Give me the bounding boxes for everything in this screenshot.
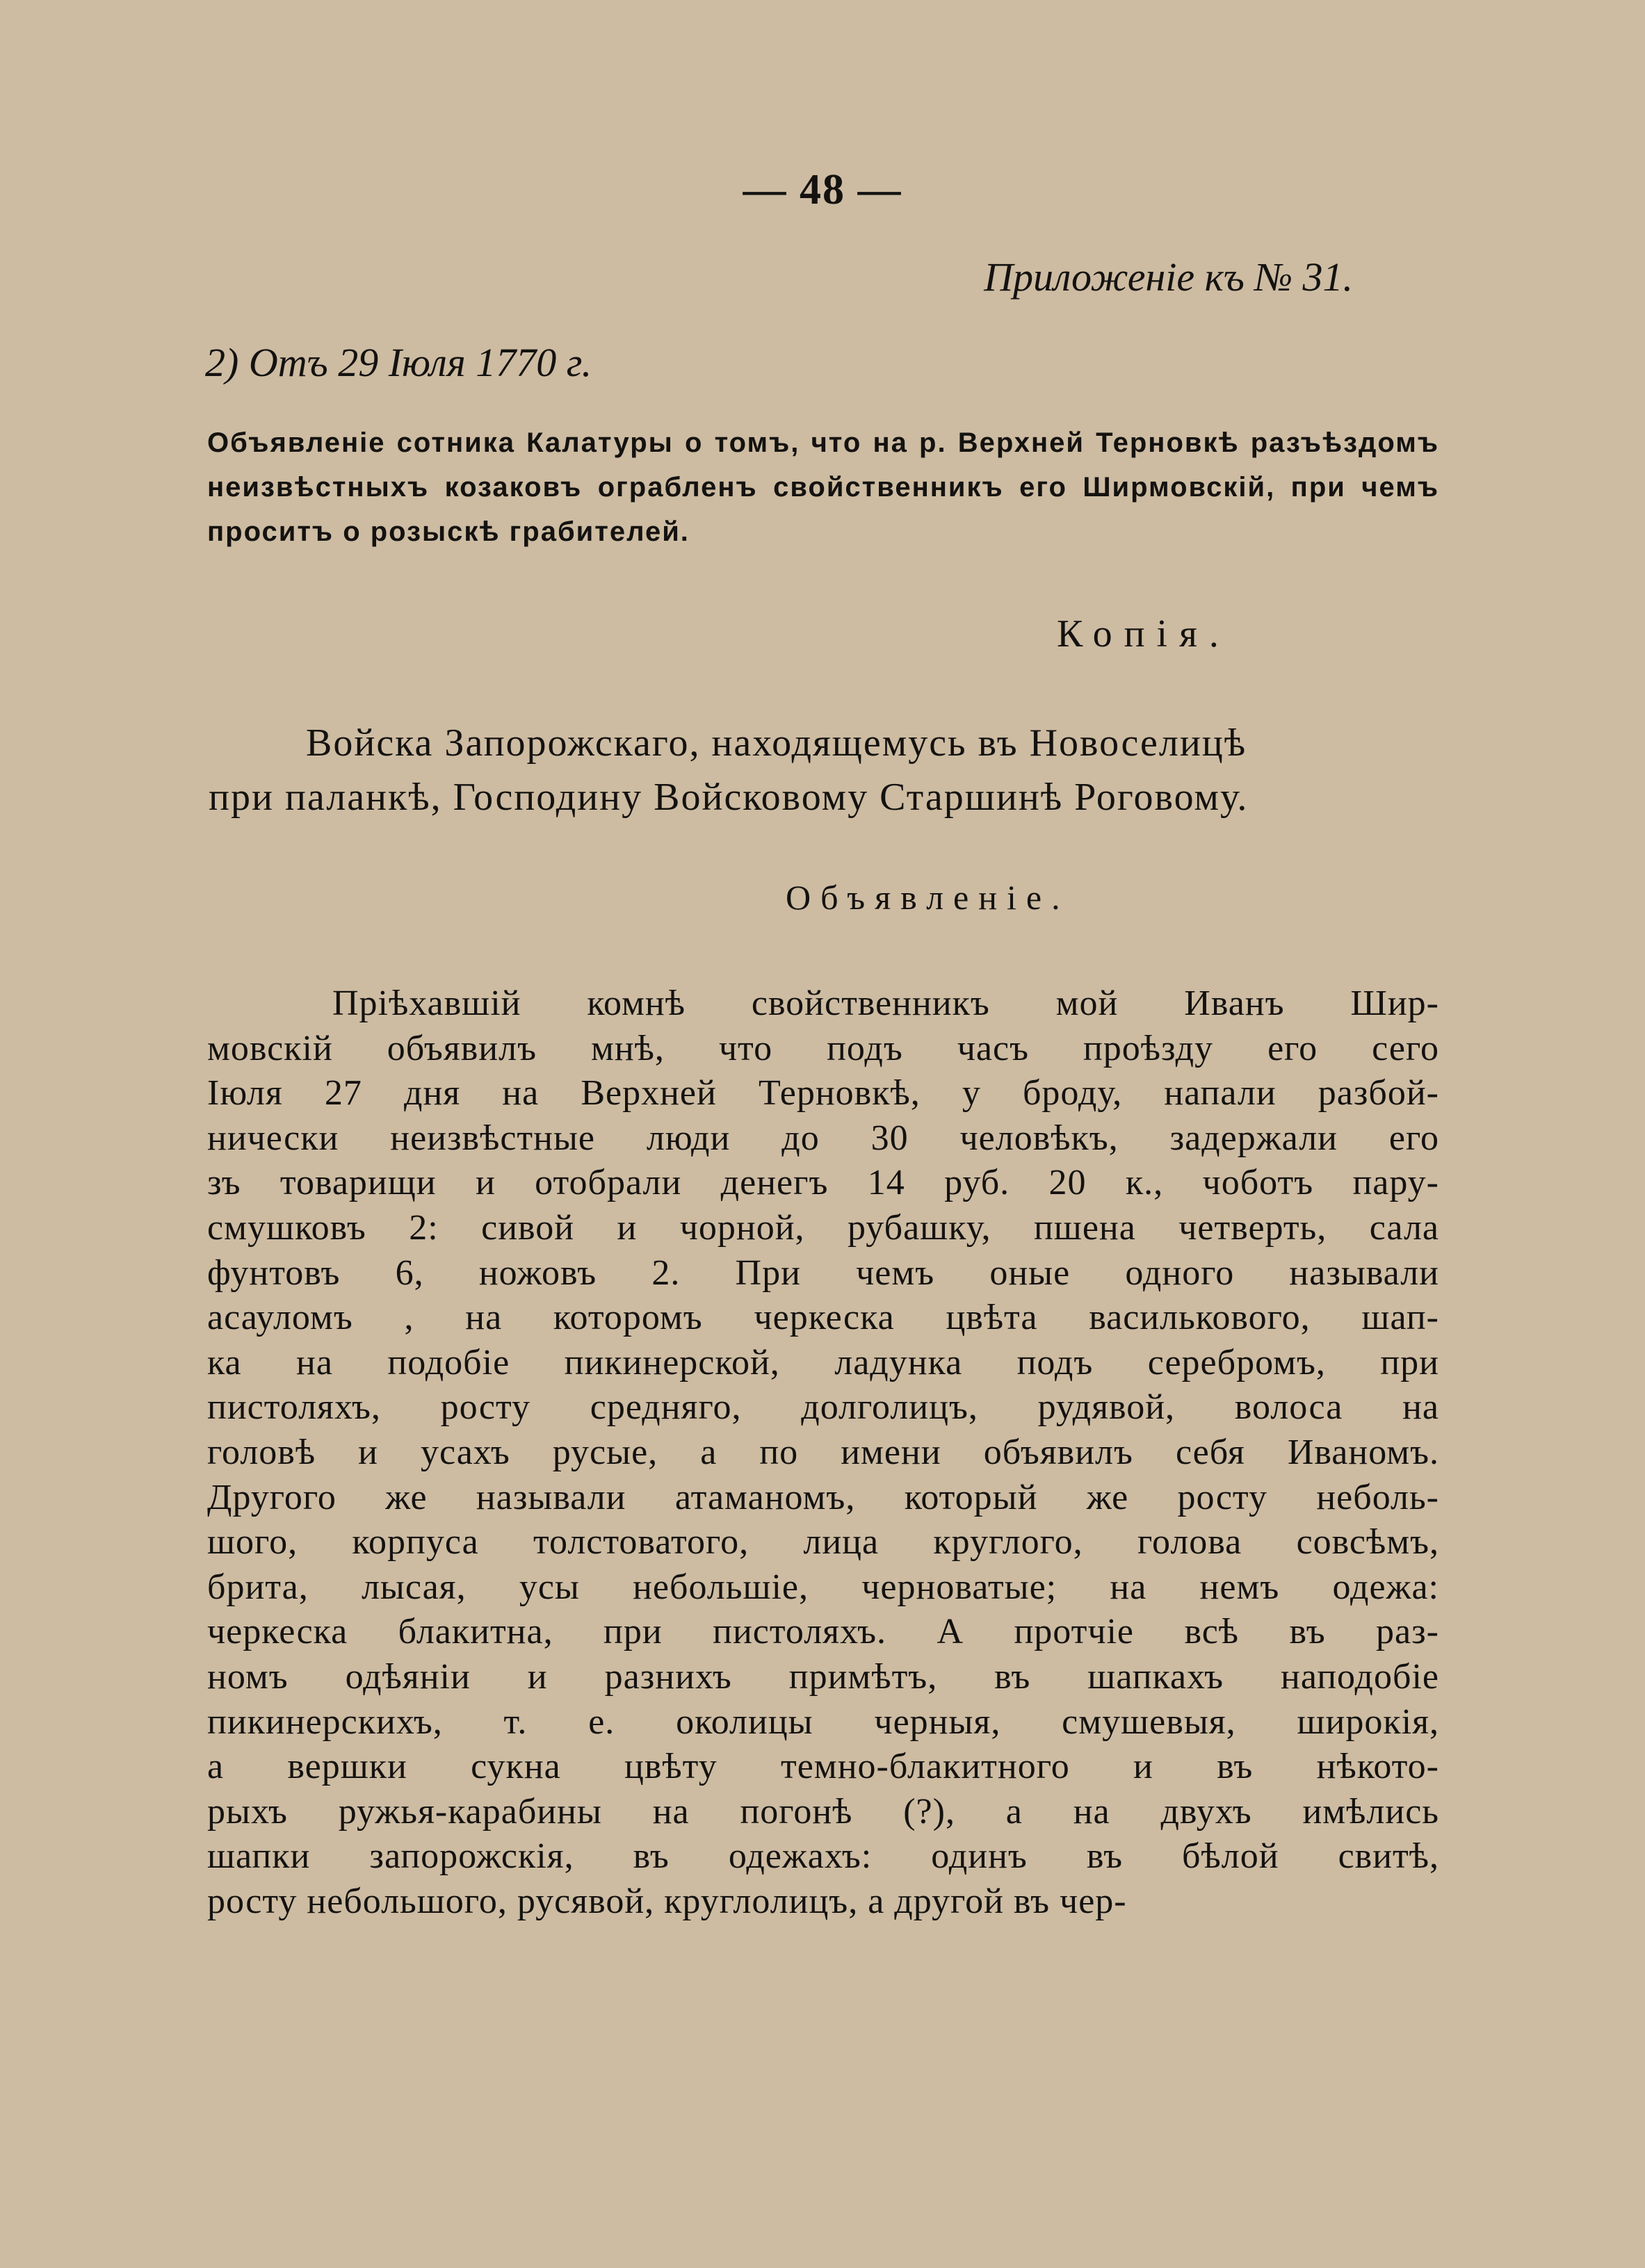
body-line: черкеска блакитна, при пистоляхъ. А протчіе всѣ въ раз-: [207, 1612, 1439, 1652]
body-line: шапки запорожскія, въ одежахъ: одинъ въ бѣлой свитѣ,: [207, 1836, 1439, 1877]
body-text: [207, 981, 1439, 1924]
body-line: Іюля 27 дня на Верхней Терновкѣ, у броду, напали разбой-: [207, 1073, 1439, 1113]
body-line: зъ товарищи и отобрали денегъ 14 руб. 20 к., чоботъ пару-: [207, 1163, 1439, 1203]
address-line: Войска Запорожскаго, находящемусь въ Новоселицѣ: [306, 721, 1247, 765]
document-summary: Объявленіе сотника Калатуры о томъ, что на р. Верхней Терновкѣ разъѣздомъ неизвѣстныхъ козаковъ ограбленъ свойственникъ его Ширмовскій, при чемъ проситъ о розыскѣ грабителей.: [207, 427, 1439, 547]
body-line: асауломъ , на которомъ черкеска цвѣта василькового, шап-: [207, 1298, 1439, 1338]
appendix-label: Приложеніе къ № 31.: [984, 254, 1353, 300]
copy-heading: Копія.: [1057, 612, 1231, 655]
body-line: пистоляхъ, росту средняго, долголицъ, рудявой, волоса на: [207, 1387, 1439, 1428]
body-line: брита, лысая, усы небольшіе, черноватые; на немъ одежа:: [207, 1567, 1439, 1607]
body-line: росту небольшого, русявой, круглолицъ, а другой въ чер-: [207, 1881, 1127, 1921]
body-line: мовскій объявилъ мнѣ, что подъ часъ проѣзду его сего: [207, 1028, 1439, 1068]
body-line: номъ одѣяніи и разнихъ примѣтъ, въ шапкахъ наподобіе: [207, 1656, 1439, 1697]
body-line: Другого же называли атаманомъ, который же росту неболь-: [207, 1477, 1439, 1517]
body-line: рыхъ ружья-карабины на погонѣ (?), а на двухъ имѣлись: [207, 1791, 1439, 1831]
address-block: [209, 716, 1460, 824]
body-line: ка на подобіе пикинерской, ладунка подъ серебромъ, при: [207, 1342, 1439, 1382]
document-date: 2) Отъ 29 Іюля 1770 г.: [205, 340, 592, 385]
body-line: смушковъ 2: сивой и чорной, рубашку, пшена четверть, сала: [207, 1207, 1439, 1248]
page-number: — 48 —: [743, 166, 902, 213]
body-line: Пріѣхавшій комнѣ свойственникъ мой Иванъ Шир-: [332, 984, 1439, 1023]
body-line: а вершки сукна цвѣту темно-блакитного и въ нѣкото-: [207, 1747, 1439, 1787]
body-line: шого, корпуса толстоватого, лица круглого, голова совсѣмъ,: [207, 1522, 1439, 1563]
body-line: пикинерскихъ, т. е. околицы черныя, смушевыя, широкія,: [207, 1702, 1439, 1742]
body-line: нически неизвѣстные люди до 30 человѣкъ, задержали его: [207, 1118, 1439, 1158]
announcement-heading: Объявленіе.: [786, 878, 1070, 917]
body-line: головѣ и усахъ русые, а по имени объявилъ себя Иваномъ.: [207, 1432, 1439, 1472]
address-line: при паланкѣ, Господину Войсковому Старшинѣ Роговому.: [209, 776, 1249, 819]
body-line: фунтовъ 6, ножовъ 2. При чемъ оные одного называли: [207, 1253, 1439, 1293]
